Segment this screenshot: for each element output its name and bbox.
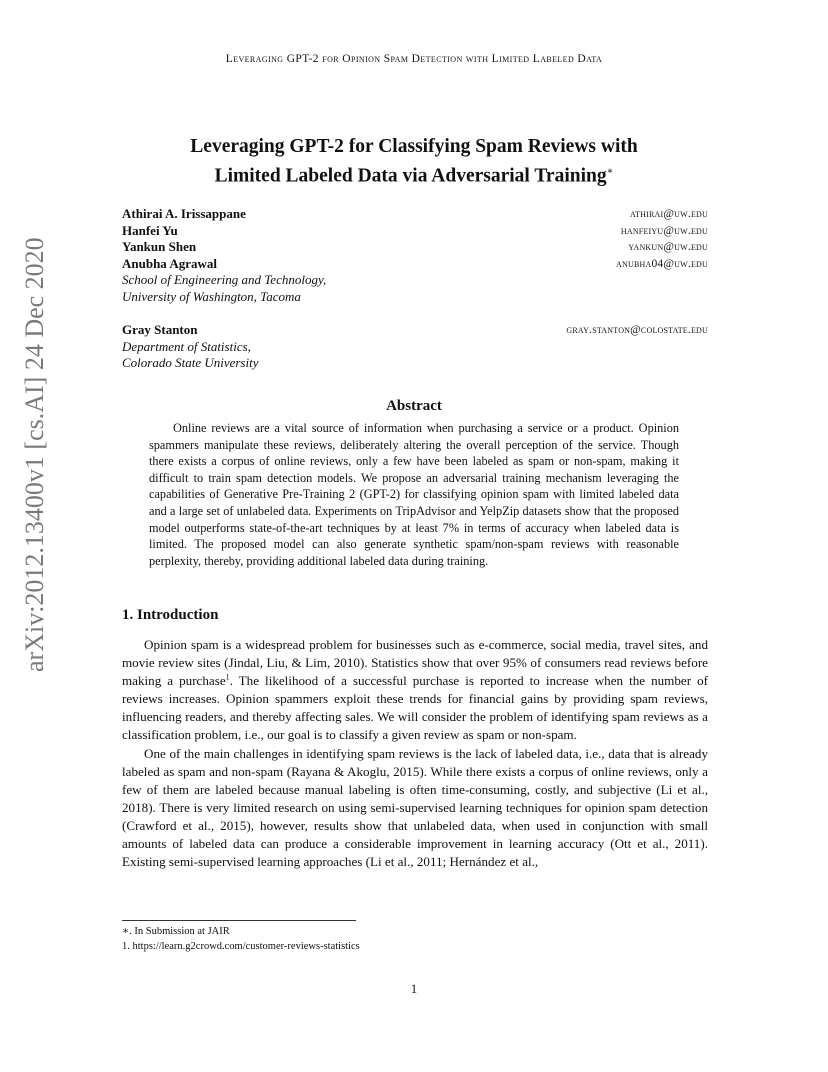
author-row — [122, 322, 708, 339]
author-email: hanfeiyu@uw.edu — [620, 224, 708, 237]
paragraph: One of the main challenges in identifying spam reviews is the lack of labeled data, i.e., data that is already labeled as spam and non-spam (Rayana & Akoglu, 2015). While there exists a corpus of online reviews, only a few of them are labeled because manual labeling is often time-consuming, costly, and subjective (Li et al., 2018). There is very limited research on using semi-supervised learning techniques for opinion spam detection (Crawford et al., 2015), however, results show that unlabeled data, when used in conjunction with small amounts of labeled data can produce a considerable improvement in learning accuracy (Ott et al., 2011). Existing semi-supervised learning approaches (Li et al., 2011; Hernández et al., — [122, 745, 708, 870]
author-row — [122, 206, 708, 223]
footnotes — [122, 924, 360, 954]
author-row — [122, 256, 708, 273]
author-row — [122, 239, 708, 256]
running-head: Leveraging GPT-2 for Opinion Spam Detection with Limited Labeled Data — [225, 53, 603, 65]
author-block — [122, 206, 708, 372]
affiliation-line: University of Washington, Tacoma — [122, 288, 301, 304]
affiliation-line: School of Engineering and Technology, — [122, 272, 327, 287]
author-name: Anubha Agrawal — [122, 255, 217, 271]
author-email: yankun@uw.edu — [628, 241, 708, 253]
affiliation-line: Department of Statistics, — [122, 338, 251, 354]
paper-title — [100, 134, 728, 189]
abstract-heading: Abstract — [386, 398, 442, 414]
arxiv-stamp — [20, 237, 49, 672]
paragraph — [122, 636, 708, 745]
abstract-text: Online reviews are a vital source of information when purchasing a service or a product. Opinion spammers manipulate these reviews, deliberately altering the overall perception of the service. Though there exists a corpus of online reviews, only a few have been labeled as spam or non-spam, making it difficult to train spam detection models. We propose an adversarial training mechanism leveraging the capabilities of Generative Pre-Training 2 (GPT-2) for classifying opinion spam with limited labeled data and a large set of unlabeled data. Experiments on TripAdvisor and YelpZip datasets show that the proposed model outperforms state-of-the-art techniques by at least 7% in terms of accuracy when labeled data is limited. The proposed model can also generate synthetic spam/non-spam reviews with reasonable perplexity, thereby, providing additional labeled data during training. — [149, 421, 679, 568]
author-name: Athirai A. Irissappane — [122, 206, 246, 221]
footnote: ∗. In Submission at JAIR — [122, 926, 230, 937]
title-line-2 — [100, 159, 728, 189]
author-name: Yankun Shen — [122, 239, 197, 254]
author-email: gray.stanton@colostate.edu — [566, 324, 708, 336]
author-name: Hanfei Yu — [122, 222, 178, 238]
footnote-link[interactable]: 1. https://learn.g2crowd.com/customer-reviews-statistics — [122, 941, 360, 952]
title-line-2-text: Limited Labeled Data via Adversarial Training — [214, 165, 607, 187]
title-line-1: Leveraging GPT-2 for Classifying Spam Reviews with — [190, 136, 638, 157]
page-number: 1 — [410, 982, 418, 996]
paragraph-text: . The likelihood of a successful purchase is reported to increase when the number of reviews increases. Opinion spammers exploit these trends for financial gains by providing spam reviews, influencing readers, and thereby affecting sales. We will consider the problem of identifying spam reviews as a classification problem, i.e., our goal is to classify a given review as spam or non-spam. — [122, 673, 708, 743]
author-gap — [122, 305, 708, 322]
paragraph-text: Opinion spam is a widespread problem for businesses such as e-commerce, social media, travel sites, and movie review sites (Jindal, Liu, & Lim, 2010). Statistics show that over 95% of consumers read reviews before making a purchase — [122, 637, 708, 689]
author-email: anubha04@uw.edu — [616, 257, 708, 270]
section-body — [122, 636, 708, 871]
affiliation-line: Colorado State University — [122, 355, 259, 370]
arxiv-stamp-text: arXiv:2012.13400v1 [cs.AI] 24 Dec 2020 — [20, 237, 49, 672]
footnote-rule — [122, 920, 356, 921]
footnote-ref: 1 — [225, 672, 230, 682]
author-name: Gray Stanton — [122, 322, 198, 337]
author-row — [122, 223, 708, 240]
author-email: athirai@uw.edu — [629, 208, 708, 220]
section-heading: 1. Introduction — [122, 607, 219, 623]
title-footnote-mark: ∗ — [606, 166, 614, 177]
